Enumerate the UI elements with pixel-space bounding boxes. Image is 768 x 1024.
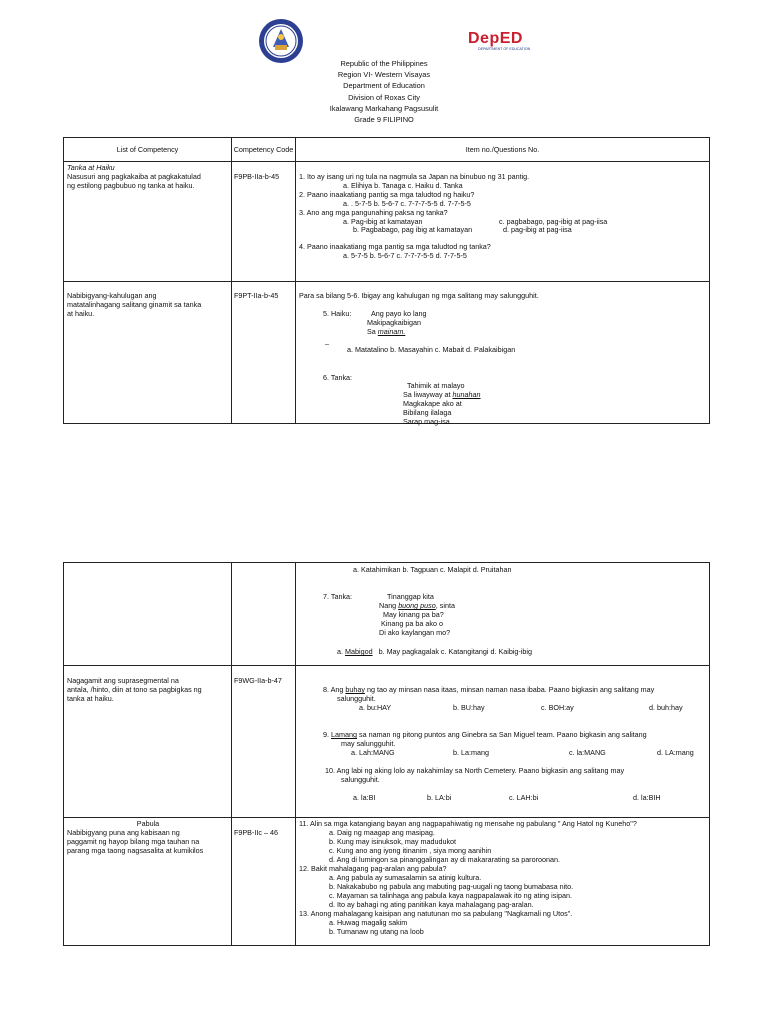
competency-text: matatalinhagang salitang ginamit sa tanka xyxy=(67,300,202,309)
instruction: Para sa bilang 5-6. Ibigay ang kahulugan ng mga salitang may salungguhit. xyxy=(299,291,539,300)
topic-label: Tanka at Haiku xyxy=(67,163,115,172)
question: 12. Bakit mahalagang pag-aralan ang pabula? xyxy=(299,864,447,873)
items-cell xyxy=(296,162,710,282)
competency-text: tanka at haiku. xyxy=(67,694,114,703)
table-row xyxy=(64,818,710,946)
choices: a. Katahimikan b. Tagpuan c. Malapit d. Pruitahan xyxy=(353,565,512,574)
choice: c. la:MANG xyxy=(569,748,606,757)
question: 3. Ano ang mga pangunahing paksa ng tanka? xyxy=(299,208,448,217)
header-items: Item no./Questions No. xyxy=(296,138,710,162)
choice: c. LAH:bi xyxy=(509,793,539,802)
underlined-word: hunahan xyxy=(452,390,481,399)
poem-line xyxy=(379,601,455,610)
table-row xyxy=(64,282,710,424)
choice: c. BOH:ay xyxy=(541,703,574,712)
competency-cell xyxy=(64,282,232,424)
poem-line: Di ako kaylangan mo? xyxy=(379,628,451,637)
poem-text: , sinta xyxy=(435,601,455,610)
competency-code: F9PB-IIa-b-45 xyxy=(234,172,280,181)
poem-line: Sarap mag-isa xyxy=(403,417,450,426)
poem-line: Magkakape ako at xyxy=(403,399,462,408)
code-cell xyxy=(232,282,296,424)
competency-text: paggamit ng hayop bilang mga tauhan na xyxy=(67,837,200,846)
poem-line xyxy=(403,390,481,399)
competency-cell xyxy=(64,162,232,282)
topic-label: Pabula xyxy=(136,819,160,828)
code-cell xyxy=(232,666,296,818)
choice: b. Nakakabubo ng pabula ang mabuting pag-uugali ng taong bumabasa nito. xyxy=(329,882,574,891)
question: 10. Ang labi ng aking lolo ay nakahimlay sa North Cemetery. Paano bigkasin ang salitang may xyxy=(325,766,625,775)
competency-code: F9PT-IIa-b-45 xyxy=(234,291,279,300)
competency-text: Nabibigyang puna ang kabisaan ng xyxy=(67,828,180,837)
items-cell xyxy=(296,818,710,946)
question-text: 9. xyxy=(323,730,331,739)
poem-line: Makipagkaibigan xyxy=(367,318,421,327)
choice: a. la:BI xyxy=(353,793,376,802)
competency-text: parang mga taong nagsasalita at kumikilos xyxy=(67,846,204,855)
choices: a. Elihiya b. Tanaga c. Haiku d. Tanka xyxy=(343,181,463,190)
competency-text: Nasusuri ang pagkakaiba at pagkakatulad xyxy=(67,172,201,181)
question-text: 8. Ang xyxy=(323,685,346,694)
choice: d. Ang di lumingon sa pinanggalingan ay di makararating sa paroroonan. xyxy=(329,855,560,864)
choice: d. LA:mang xyxy=(657,748,694,757)
choice: a. Lah:MANG xyxy=(351,748,395,757)
choice: a. bu:HAY xyxy=(359,703,392,712)
question: may salungguhit. xyxy=(341,739,396,748)
poem-line: Tahimik at malayo xyxy=(407,381,465,390)
question: 4. Paano inaakatiang mga pantig sa mga taludtod ng tanka? xyxy=(299,242,491,251)
choice-text: b. May pagkagalak c. Katangitangi d. Kaibig-ibig xyxy=(378,647,533,656)
question xyxy=(323,685,654,694)
choices: a. Matatalino b. Masayahin c. Mabait d. Palakaibigan xyxy=(347,345,516,354)
competency-code: F9WG-IIa-b-47 xyxy=(234,676,282,685)
choices xyxy=(337,647,532,656)
header-line-4: Division of Roxas City xyxy=(348,92,420,102)
deped-logo xyxy=(468,30,538,52)
code-cell xyxy=(232,162,296,282)
choice: a. Daig ng maagap ang masipag. xyxy=(329,828,435,837)
header-line-3: Department of Education xyxy=(343,81,425,91)
competency-text: antala, /hinto, diin at tono sa pagbigkas ng xyxy=(67,685,202,694)
competency-table-1 xyxy=(63,137,710,424)
question: salungguhit. xyxy=(341,775,380,784)
choice: a. Huwag magalig sakim xyxy=(329,918,408,927)
poem-line: Ang payo ko lang xyxy=(371,309,427,318)
choice: c. Kung ano ang iyong itinanim , siya mong aanihin xyxy=(329,846,492,855)
underlined-word: mainam. xyxy=(377,327,406,336)
competency-code: F9PB-IIc – 46 xyxy=(234,828,278,837)
choice: d. la:BIH xyxy=(633,793,661,802)
document-header xyxy=(0,58,768,125)
choice: b. LA:bi xyxy=(427,793,452,802)
deped-logo-text: DepED xyxy=(468,30,523,47)
poem-text: Sa liwayway at xyxy=(403,390,453,399)
choice: d. buh:hay xyxy=(649,703,683,712)
choice: d. pag-ibig at pag-iisa xyxy=(503,225,572,234)
underlined-word: Lamang xyxy=(331,730,357,739)
choice: b. La:mang xyxy=(453,748,489,757)
underlined-word: Mabigod xyxy=(345,647,373,656)
question-label: 6. Tanka: xyxy=(323,373,353,382)
competency-cell xyxy=(64,666,232,818)
blank-line: _ xyxy=(325,336,329,345)
question: salungguhit. xyxy=(337,694,376,703)
poem-text: Nang xyxy=(379,601,399,610)
table-row xyxy=(64,162,710,282)
choice: b. Pagbabago, pag ibig at kamatayan xyxy=(353,225,473,234)
poem-line xyxy=(367,327,405,336)
items-cell xyxy=(296,282,710,424)
underlined-word: buong puso xyxy=(398,601,436,610)
underlined-word: buhay xyxy=(345,685,365,694)
header-code: Competency Code xyxy=(232,138,296,162)
poem-text: Sa xyxy=(367,327,378,336)
choices: a. 5-7-5 b. 5-6-7 c. 7-7-7-5-5 d. 7-7-5-5 xyxy=(343,251,467,260)
items-cell xyxy=(296,666,710,818)
items-cell xyxy=(296,563,710,666)
competency-cell xyxy=(64,563,232,666)
choice: b. Kung may isinuksok, may madudukot xyxy=(329,837,457,846)
question-text: sa naman ng pitong puntos ang Ginebra sa San Miguel team. Paano bigkasin ang salitang xyxy=(356,730,647,739)
poem-line: Kinang pa ba ako o xyxy=(381,619,443,628)
table-header-row xyxy=(64,138,710,162)
question-label: 5. Haiku: xyxy=(323,309,352,318)
question-label: 7. Tanka: xyxy=(323,592,353,601)
choice: c. Mayaman sa talinhaga ang pabula kaya nagpapalawak ito ng ating isipan. xyxy=(329,891,572,900)
table-row xyxy=(64,666,710,818)
competency-text: Nagagamit ang suprasegmental na xyxy=(67,676,179,685)
question: 13. Anong mahalagang kaisipan ang natutunan mo sa pabulang "Nagkamali ng Utos". xyxy=(299,909,573,918)
poem-line: Bibilang ilalaga xyxy=(403,408,452,417)
code-cell xyxy=(232,563,296,666)
table-row xyxy=(64,563,710,666)
choice: b. Tumanaw ng utang na loob xyxy=(329,927,424,936)
choice: d. Ito ay bahagi ng ating panitikan kaya mahalagang pag-aralan. xyxy=(329,900,534,909)
deped-logo-subtext: DEPARTMENT OF EDUCATION xyxy=(478,47,531,51)
choice-letter: a. xyxy=(337,647,345,656)
header-line-2: Region VI- Western Visayas xyxy=(337,70,431,80)
header-line-6: Grade 9 FILIPINO xyxy=(354,115,414,125)
question-text: ng tao ay minsan nasa itaas, minsan naman nasa ibaba. Paano bigkasin ang salitang may xyxy=(364,685,655,694)
poem-line: May kinang pa ba? xyxy=(383,610,444,619)
header-competency: List of Competency xyxy=(64,138,232,162)
choice: c. pagbabago, pag-ibig at pag-iisa xyxy=(499,217,608,226)
competency-text: Nabibigyang-kahulugan ang xyxy=(67,291,157,300)
header-line-1: Republic of the Philippines xyxy=(340,59,428,68)
choice: a. Pag-ibig at kamatayan xyxy=(343,217,423,226)
question xyxy=(323,730,647,739)
choices: a. . 5-7-5 b. 5-6-7 c. 7-7-7-5-5 d. 7-7-5-5 xyxy=(343,199,471,208)
question: 11. Alin sa mga katangiang bayan ang nagpapahiwatig ng mensahe ng pabulang " Ang Hatol ng Kuneho"? xyxy=(299,819,637,828)
competency-text: at haiku. xyxy=(67,309,95,318)
competency-table-2 xyxy=(63,562,710,946)
choice: a. Ang pabula ay sumasalamin sa atinig kultura. xyxy=(329,873,482,882)
question: 2. Paano inaakatiang pantig sa mga taludtod ng haiku? xyxy=(299,190,475,199)
competency-cell xyxy=(64,818,232,946)
header-line-5: Ikalawang Markahang Pagsusulit xyxy=(329,103,439,113)
question: 1. Ito ay isang uri ng tula na nagmula sa Japan na binubuo ng 31 pantig. xyxy=(299,172,530,181)
code-cell xyxy=(232,818,296,946)
choice: b. BU:hay xyxy=(453,703,485,712)
competency-text: ng estilong pagbubuo ng tanka at haiku. xyxy=(67,181,195,190)
poem-line: Tinanggap kita xyxy=(387,592,434,601)
